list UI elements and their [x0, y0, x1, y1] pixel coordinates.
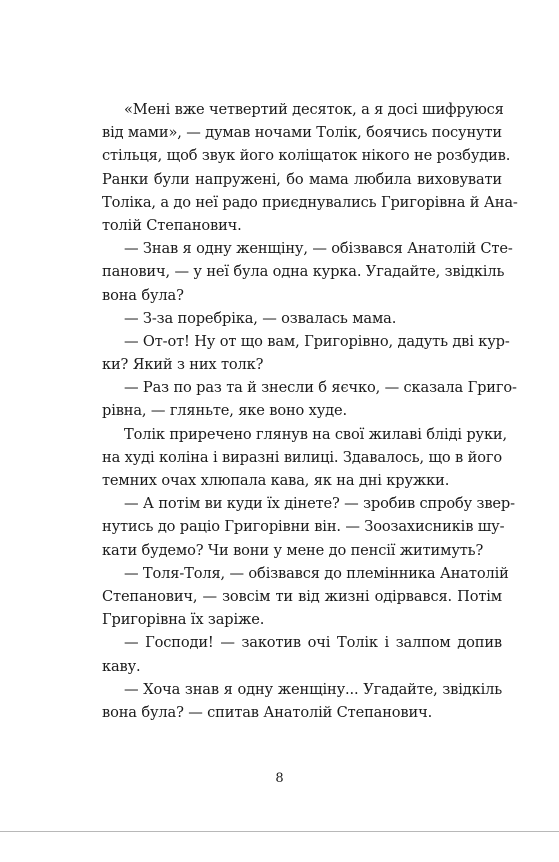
- text-line: на худі коліна і виразні вилиці. Здавалось, що в його: [102, 448, 502, 466]
- text-line: від мами», — думав ночами Толік, боячись посунути: [102, 124, 502, 142]
- text-line: — Толя-Толя, — обізвався до племінника Анатолій: [124, 564, 509, 582]
- text-line: Толік приречено глянув на свої жилаві бліді руки,: [124, 425, 507, 443]
- text-line: ки? Який з них толк?: [102, 356, 264, 374]
- text-line: — От-от! Ну от що вам, Григорівно, дадуть дві кур-: [124, 332, 510, 350]
- text-line: стільця, щоб звук його колiщаток нікого не розбудив.: [102, 147, 511, 165]
- text-line: каву.: [102, 657, 141, 675]
- text-line: темних очах хлюпала кава, як на дні кружки.: [102, 472, 450, 489]
- text-line: «Мені вже четвертий десяток, а я досі шифруюся: [124, 101, 504, 118]
- text-line: — А потім ви куди їх дінете? — зробив спробу звер-: [124, 495, 515, 513]
- text-line: нутись до раціо Григорівни він. — Зоозахисників шу-: [102, 518, 505, 536]
- text-line: — Хоча знав я одну женщіну... Угадайте, звідкіль: [124, 680, 502, 698]
- text-line: Ранки були напружені, бо мама любила виховувати: [102, 170, 502, 188]
- text-line: панович, — у неї була одна курка. Угадайте, звідкіль: [102, 263, 505, 281]
- text-line: вона була?: [102, 286, 184, 304]
- text-line: рівна, — гляньте, яке воно худе.: [102, 402, 347, 420]
- text-line: Толіка, а до неї радо приєднувались Григорівна й Ана-: [102, 193, 518, 211]
- text-line: — З-за поребріка, — озвалась мама.: [124, 309, 397, 327]
- text-line: — Господи! — закотив очі Толік і залпом допив: [124, 634, 502, 652]
- text-line: — Знав я одну женщіну, — обізвався Анатолій Сте-: [124, 240, 513, 258]
- bottom-divider: [0, 831, 559, 832]
- page-number: 8: [275, 771, 284, 786]
- text-line: — Раз по раз та й знесли б яєчко, — сказала Григо-: [124, 379, 517, 397]
- text-line: Григорівна їх заріже.: [102, 611, 265, 629]
- text-line: кати будемо? Чи вони у мене до пенсії житимуть?: [102, 541, 484, 559]
- text-line: вона була? — спитав Анатолій Степанович.: [102, 703, 433, 721]
- text-line: Степанович, — зовсім ти від жизні одірвався. Потім: [102, 587, 502, 605]
- text-line: толій Степанович.: [102, 216, 242, 234]
- body-text: [102, 98, 518, 724]
